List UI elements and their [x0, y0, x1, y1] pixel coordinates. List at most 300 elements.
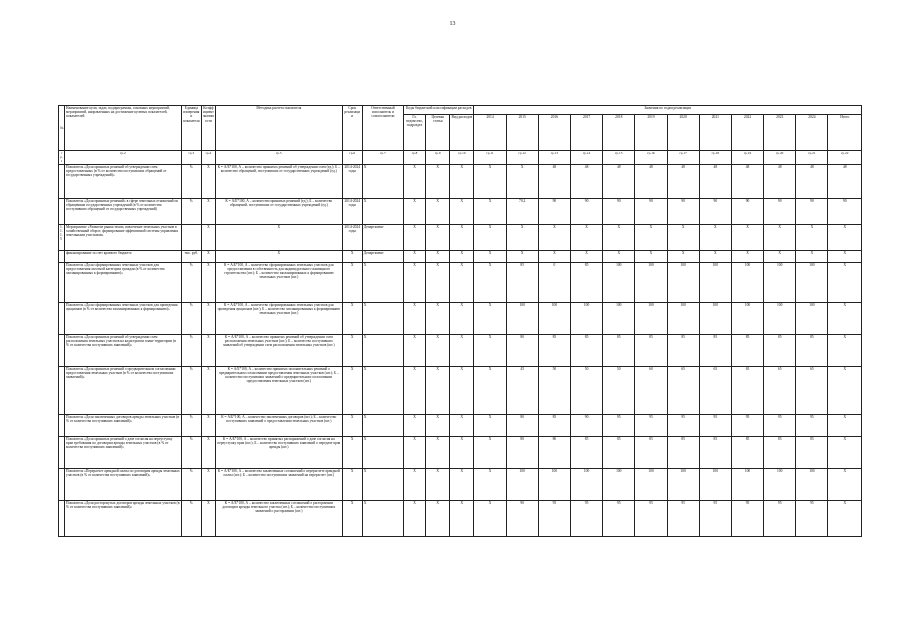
- row-value: 80: [506, 414, 538, 436]
- row-value: 45: [506, 366, 538, 414]
- row-value: Х: [699, 224, 731, 250]
- header-year: 2021: [699, 115, 731, 151]
- row-code: Х: [426, 468, 450, 500]
- row-code: Х: [450, 262, 474, 302]
- header-codes-group: Коды бюджетной классификации расходов: [404, 106, 474, 115]
- row-term: 2014-2024 годы: [342, 198, 362, 224]
- row-name: Показатель «Доля заключенных договоров аренды земельных участков (в % от количества поступивших заявлений)»: [65, 414, 182, 436]
- row-value: 85: [538, 414, 570, 436]
- row-value: 100: [538, 302, 570, 334]
- header-year: 2020: [667, 115, 699, 151]
- row-value: 95: [635, 414, 667, 436]
- row-responsible: Х: [362, 436, 403, 468]
- row-code: Х: [404, 198, 426, 224]
- header-values-group: Значения по годам реализации: [474, 106, 862, 115]
- row-num: 1.1.1.5: [59, 224, 65, 250]
- row-value: 100: [796, 302, 828, 334]
- row-value: 85: [570, 436, 602, 468]
- row-code: Х: [426, 262, 450, 302]
- row-coef: Х: [201, 500, 215, 536]
- header-code-3: Вид расходов: [450, 115, 474, 151]
- row-responsible: Х: [362, 414, 403, 436]
- header-year: 2014: [474, 115, 506, 151]
- row-value: 100: [603, 468, 635, 500]
- row-value: Х: [828, 334, 862, 366]
- row-value: 60: [635, 366, 667, 414]
- row-term: Х: [342, 302, 362, 334]
- row-method: К = А/Б*100, А – количество заключенных договоров (шт.); Б – количество поступивших заявлений о предоставлении земельных участков (шт.): [215, 414, 342, 436]
- row-method: Х: [215, 224, 342, 250]
- row-value: 95: [731, 414, 763, 436]
- row-name: Показатель «Доля расторгнутых договоров аренды земельных участков (в % от количества поступивших заявлений)»: [65, 500, 182, 536]
- row-name: Показатель «Доля принятых решений о даче согласия на переуступку прав требования по договорам аренды земельных участков (в % от количества поступивших заявлений)»: [65, 436, 182, 468]
- row-value: 85: [667, 334, 699, 366]
- row-value: Х: [474, 436, 506, 468]
- row-value: Х: [603, 224, 635, 250]
- row-code: Х: [450, 468, 474, 500]
- row-value: 48: [603, 164, 635, 198]
- row-code: Х: [450, 500, 474, 536]
- column-number: гр.7: [362, 151, 403, 165]
- column-number: гр.14: [570, 151, 602, 165]
- row-value: 100: [635, 468, 667, 500]
- row-code: Х: [450, 334, 474, 366]
- row-value: Х: [474, 334, 506, 366]
- row-value: 48: [731, 164, 763, 198]
- row-value: 85: [796, 334, 828, 366]
- header-year: 2017: [570, 115, 602, 151]
- row-name: Показатель «Доля сформированных земельных участков для предоставления льготной категории граждан (в % от количества запланированных к формированию)»: [65, 262, 182, 302]
- row-value: Х: [570, 224, 602, 250]
- row-value: Х: [828, 414, 862, 436]
- row-value: 100: [667, 262, 699, 302]
- row-code: Х: [426, 224, 450, 250]
- column-number: гр.22: [828, 151, 862, 165]
- row-value: 95: [603, 500, 635, 536]
- row-value: 100: [538, 468, 570, 500]
- row-code: Х: [450, 436, 474, 468]
- row-code: Х: [404, 224, 426, 250]
- row-coef: Х: [201, 224, 215, 250]
- row-value: Х: [474, 500, 506, 536]
- row-coef: Х: [201, 302, 215, 334]
- table-row: [59, 436, 862, 468]
- row-value: Х: [828, 262, 862, 302]
- row-code: Х: [450, 414, 474, 436]
- row-method: К = А/Б*100, А – количество принятых распоряжений о даче согласия на переуступку прав (шт.); Б – количество поступивших заявлений о передаче прав аренды (шт.): [215, 436, 342, 468]
- column-number: гр.12: [506, 151, 538, 165]
- header-unit: Единица измерения и показателя: [181, 106, 201, 151]
- column-number: гр.9: [426, 151, 450, 165]
- row-value: 85: [570, 262, 602, 302]
- row-value: Х: [538, 224, 570, 250]
- row-value: Х: [474, 164, 506, 198]
- row-value: Х: [828, 224, 862, 250]
- page-number: 13: [449, 21, 456, 27]
- row-term: Х: [342, 262, 362, 302]
- row-value: 90: [764, 198, 796, 224]
- row-code: Х: [404, 366, 426, 414]
- row-value: 100: [764, 262, 796, 302]
- header-year: 2019: [635, 115, 667, 151]
- row-method: К = А/Б*100, А – количество принятых решений об утверждении схем расположения земельных участков (шт.); Б – количество поступивших заявлений об утверждении схем расположения земельных участков (шт.): [215, 334, 342, 366]
- row-code: Х: [426, 366, 450, 414]
- row-value: 80: [538, 436, 570, 468]
- row-responsible: Х: [362, 302, 403, 334]
- row-value: 100: [570, 302, 602, 334]
- row-term: Х: [342, 436, 362, 468]
- row-code: Х: [404, 250, 426, 262]
- row-value: 100: [570, 468, 602, 500]
- row-name: Показатель «Доля принятых решений об утверждении схем предоставленных (в % от количества поступивших обращений от государственных учреждений)»: [65, 164, 182, 198]
- row-value: 48: [796, 164, 828, 198]
- row-value: Х: [474, 468, 506, 500]
- column-number: гр.17: [667, 151, 699, 165]
- row-value: 65: [699, 366, 731, 414]
- row-code: Х: [450, 366, 474, 414]
- row-value: 100: [796, 262, 828, 302]
- row-value: 65: [764, 366, 796, 414]
- row-method: К = А/Б*100, А – количество принятых решений (ед.); Б – количество обращений, поступивших от государственных учреждений (ед.): [215, 198, 342, 224]
- row-value: 90: [570, 198, 602, 224]
- row-name: финансирование за счет краевого бюджета: [65, 250, 182, 262]
- header-name: Наименование цели, задач, подпрограммы, основных мероприятий, мероприятий, направленных на достижение целевых показателей, показателей: [65, 106, 182, 151]
- row-value: 95: [796, 500, 828, 536]
- row-value: 65: [731, 366, 763, 414]
- row-value: 100: [635, 262, 667, 302]
- row-value: Х: [506, 224, 538, 250]
- row-value: 85: [699, 436, 731, 468]
- row-term: Х: [342, 414, 362, 436]
- table-row: [59, 468, 862, 500]
- column-number: гр.4: [201, 151, 215, 165]
- row-value: 0: [538, 262, 570, 302]
- header-year: 2018: [603, 115, 635, 151]
- table-row: [59, 414, 862, 436]
- row-name: Показатель «Перерасчет арендной платы по договорам аренды земельных участков (в % от количества поступивших заявлений)»: [65, 468, 182, 500]
- row-method: К = А/Б*100, А – количество принятых положительных решений о предварительном согласовании предоставления земельных участков (шт.); Б – количество поступивших заявлений о предварительном согласовании предоставления земельных участков (шт.): [215, 366, 342, 414]
- row-value: Х: [796, 250, 828, 262]
- row-value: 80: [506, 334, 538, 366]
- row-value: 95: [764, 500, 796, 536]
- row-value: 65: [667, 366, 699, 414]
- row-code: Х: [450, 164, 474, 198]
- row-responsible: Х: [362, 198, 403, 224]
- row-name: Показатель «Доля сформированных земельных участков для проведения аукционов (в % от количества запланированных к формированию)»: [65, 302, 182, 334]
- row-value: 90: [731, 198, 763, 224]
- row-value: Х: [635, 250, 667, 262]
- column-number: гр.15: [603, 151, 635, 165]
- row-value: Х: [603, 250, 635, 262]
- table-row: [59, 224, 862, 250]
- row-value: 100: [731, 262, 763, 302]
- row-value: 85: [764, 436, 796, 468]
- header-responsible: Ответственный исполнитель и соисполнители: [362, 106, 403, 151]
- row-code: Х: [426, 198, 450, 224]
- row-value: 95: [603, 414, 635, 436]
- row-code: Х: [404, 262, 426, 302]
- row-code: Х: [450, 250, 474, 262]
- row-value: Х: [731, 224, 763, 250]
- row-term: Х: [342, 500, 362, 536]
- row-value: 100: [603, 262, 635, 302]
- row-code: Х: [404, 468, 426, 500]
- column-number: гр.6: [342, 151, 362, 165]
- header-year: 2016: [538, 115, 570, 151]
- table-row: [59, 500, 862, 536]
- row-method: К = А/Б*100, А – количество сформированных земельных участков для предоставления в собственность для индивидуального жилищного строительства (шт.); Б – количество запланированных к формированию земельных участков (шт.): [215, 262, 342, 302]
- row-value: 85: [667, 436, 699, 468]
- row-value: Х: [506, 250, 538, 262]
- row-value: 90: [796, 198, 828, 224]
- row-coef: Х: [201, 366, 215, 414]
- row-name: Мероприятие «Развитие рынка земли, вовлечение земельных участков в хозяйственный оборот, формирование эффективной системы управления земельными участками»: [65, 224, 182, 250]
- row-value: 85: [699, 334, 731, 366]
- row-value: 100: [764, 468, 796, 500]
- row-value: 100: [667, 302, 699, 334]
- row-value: Х: [796, 224, 828, 250]
- row-value: 95: [699, 414, 731, 436]
- row-value: Х: [635, 224, 667, 250]
- row-unit: %: [181, 262, 201, 302]
- row-value: 48: [667, 164, 699, 198]
- row-value: 85: [731, 334, 763, 366]
- row-value: Х: [474, 250, 506, 262]
- row-value: 90: [635, 198, 667, 224]
- row-value: 80: [506, 436, 538, 468]
- row-value: 85: [635, 436, 667, 468]
- row-value: Х: [474, 198, 506, 224]
- row-unit: %: [181, 468, 201, 500]
- row-method: К = А/Б*100, А – количество заключенных соглашений о расторжении договоров аренды земельного участка (шт.); Б – количество поступивших заявлений о расторжении (шт.): [215, 500, 342, 536]
- row-value: 95: [796, 414, 828, 436]
- row-coef: Х: [201, 262, 215, 302]
- row-unit: тыс. руб.: [181, 250, 201, 262]
- row-code: Х: [404, 414, 426, 436]
- row-coef: Х: [201, 334, 215, 366]
- row-unit: %: [181, 164, 201, 198]
- row-responsible: Х: [362, 164, 403, 198]
- header-term: Срок реализации: [342, 106, 362, 151]
- row-value: 100: [667, 468, 699, 500]
- row-responsible: Х: [362, 366, 403, 414]
- row-value: 100: [603, 302, 635, 334]
- row-value: 90: [538, 198, 570, 224]
- row-value: 48: [764, 164, 796, 198]
- row-value: 95: [667, 414, 699, 436]
- column-number: гр.20: [764, 151, 796, 165]
- header-year: 2022: [731, 115, 763, 151]
- row-value: Х: [828, 250, 862, 262]
- row-code: Х: [426, 250, 450, 262]
- row-value: 100: [731, 302, 763, 334]
- row-value: Х: [828, 468, 862, 500]
- row-value: 90: [570, 414, 602, 436]
- row-coef: Х: [201, 414, 215, 436]
- row-unit: [181, 224, 201, 250]
- row-value: 85: [603, 334, 635, 366]
- row-term: Х: [342, 468, 362, 500]
- row-code: Х: [450, 302, 474, 334]
- header-method: Методика расчета показателя: [215, 106, 342, 151]
- row-value: 85: [570, 334, 602, 366]
- row-value: 85: [796, 436, 828, 468]
- row-value: 85: [764, 334, 796, 366]
- row-value: 100: [506, 302, 538, 334]
- row-value: 48: [828, 164, 862, 198]
- row-code: Х: [404, 302, 426, 334]
- row-value: 95: [699, 500, 731, 536]
- table-row: [59, 302, 862, 334]
- row-value: 100: [699, 468, 731, 500]
- row-value: 85: [603, 436, 635, 468]
- column-number: гр.8: [404, 151, 426, 165]
- row-responsible: Х: [362, 334, 403, 366]
- row-coef: Х: [201, 250, 215, 262]
- column-number: гр.11: [474, 151, 506, 165]
- row-value: 50: [538, 366, 570, 414]
- row-unit: %: [181, 414, 201, 436]
- row-name: Показатель «Доля принятых решений о предварительном согласовании предоставления земельных участков (в % от количества поступивших заявлений)»: [65, 366, 182, 414]
- row-value: Х: [828, 302, 862, 334]
- row-value: 90: [667, 198, 699, 224]
- column-number: гр.10: [450, 151, 474, 165]
- row-term: Х: [342, 334, 362, 366]
- row-value: Х: [667, 250, 699, 262]
- row-method: К = А/Б*100, А – количество заключенных соглашений о перерасчете арендной платы (шт.); Б – количество поступивших заявлений на перерасчет (шт.): [215, 468, 342, 500]
- table-row: [59, 250, 862, 262]
- row-value: Х: [764, 224, 796, 250]
- row-value: 100: [764, 302, 796, 334]
- row-code: Х: [426, 302, 450, 334]
- row-unit: %: [181, 500, 201, 536]
- row-value: Х: [474, 302, 506, 334]
- column-number: гр.5: [215, 151, 342, 165]
- row-code: Х: [404, 500, 426, 536]
- row-value: 95: [667, 500, 699, 536]
- row-value: 65: [796, 366, 828, 414]
- row-coef: Х: [201, 198, 215, 224]
- row-code: Х: [450, 224, 474, 250]
- row-value: 70,2: [506, 198, 538, 224]
- row-value: 85: [538, 334, 570, 366]
- column-number: гр.16: [635, 151, 667, 165]
- row-value: 50: [603, 366, 635, 414]
- row-value: 90: [699, 198, 731, 224]
- column-number: гр.3: [181, 151, 201, 165]
- row-value: Х: [474, 262, 506, 302]
- row-term: 2014-2024 годы: [342, 224, 362, 250]
- row-value: 100: [506, 468, 538, 500]
- row-term: Х: [342, 366, 362, 414]
- row-value: Х: [699, 250, 731, 262]
- row-value: 90: [828, 198, 862, 224]
- row-value: 48: [699, 164, 731, 198]
- row-value: 90: [506, 500, 538, 536]
- row-value: 50: [570, 366, 602, 414]
- row-responsible: Х: [362, 262, 403, 302]
- row-value: 48: [570, 164, 602, 198]
- column-number-row: [59, 151, 862, 165]
- header-code-1: Гл. ведомство, подраздел: [404, 115, 426, 151]
- row-code: Х: [404, 436, 426, 468]
- row-unit: %: [181, 366, 201, 414]
- row-value: Х: [828, 436, 862, 468]
- row-code: Х: [426, 414, 450, 436]
- row-value: 95: [538, 500, 570, 536]
- header-num: №: [59, 106, 65, 151]
- column-number: гр.18: [699, 151, 731, 165]
- row-value: 90: [603, 198, 635, 224]
- row-value: Х: [474, 414, 506, 436]
- row-code: Х: [404, 334, 426, 366]
- row-value: Х: [538, 250, 570, 262]
- row-value: Х: [828, 500, 862, 536]
- row-responsible: Департамент: [362, 224, 403, 250]
- row-method: Х: [215, 250, 342, 262]
- row-value: 95: [764, 414, 796, 436]
- row-name: Показатель «Доля принятых решений» в сфере земельных отношений по обращениям государственных учреждений (в % от количества поступивших обращений от государственных учреждений): [65, 198, 182, 224]
- table-row: [59, 262, 862, 302]
- row-term: Х: [342, 250, 362, 262]
- row-value: 85: [731, 436, 763, 468]
- row-method: К = А/Б*100, А – количество принятых решений об утверждении схем (ед.); Б – количество обращений, поступивших от государственных учреждений (ед.): [215, 164, 342, 198]
- row-value: 100: [731, 468, 763, 500]
- row-code: Х: [426, 500, 450, 536]
- column-number: гр.2: [65, 151, 182, 165]
- row-value: 48: [538, 164, 570, 198]
- row-value: 100: [796, 468, 828, 500]
- row-value: Х: [474, 224, 506, 250]
- column-number: гр.21: [796, 151, 828, 165]
- row-value: Х: [764, 250, 796, 262]
- row-unit: %: [181, 436, 201, 468]
- row-value: Х: [506, 164, 538, 198]
- column-number: гр.19: [731, 151, 763, 165]
- row-value: 85: [635, 334, 667, 366]
- row-value: 85: [506, 262, 538, 302]
- row-responsible: Х: [362, 500, 403, 536]
- header-year: 2024: [796, 115, 828, 151]
- row-value: Х: [828, 366, 862, 414]
- row-term: 2014-2024 годы: [342, 164, 362, 198]
- row-responsible: Х: [362, 468, 403, 500]
- row-value: 100: [699, 302, 731, 334]
- header-code-2: Целевая статья: [426, 115, 450, 151]
- row-coef: Х: [201, 468, 215, 500]
- table-row: [59, 198, 862, 224]
- indicators-table: [58, 105, 862, 537]
- header-year: 2015: [506, 115, 538, 151]
- row-code: Х: [426, 436, 450, 468]
- header-year: Итого: [828, 115, 862, 151]
- row-unit: %: [181, 302, 201, 334]
- row-value: Х: [570, 250, 602, 262]
- header-year: 2023: [764, 115, 796, 151]
- header-coef: Коэффициент значимости: [201, 106, 215, 151]
- row-value: 100: [699, 262, 731, 302]
- column-number: гр.1: [60, 151, 63, 164]
- table-row: [59, 366, 862, 414]
- row-value: Х: [731, 250, 763, 262]
- row-coef: Х: [201, 164, 215, 198]
- row-value: Х: [667, 224, 699, 250]
- column-number: гр.13: [538, 151, 570, 165]
- table-row: [59, 334, 862, 366]
- row-unit: %: [181, 198, 201, 224]
- row-value: 95: [570, 500, 602, 536]
- row-name: Показатель «Доля принятых решений об утверждении схем расположения земельных участков на кадастровом плане территории (в % от количества поступивших заявлений)»: [65, 334, 182, 366]
